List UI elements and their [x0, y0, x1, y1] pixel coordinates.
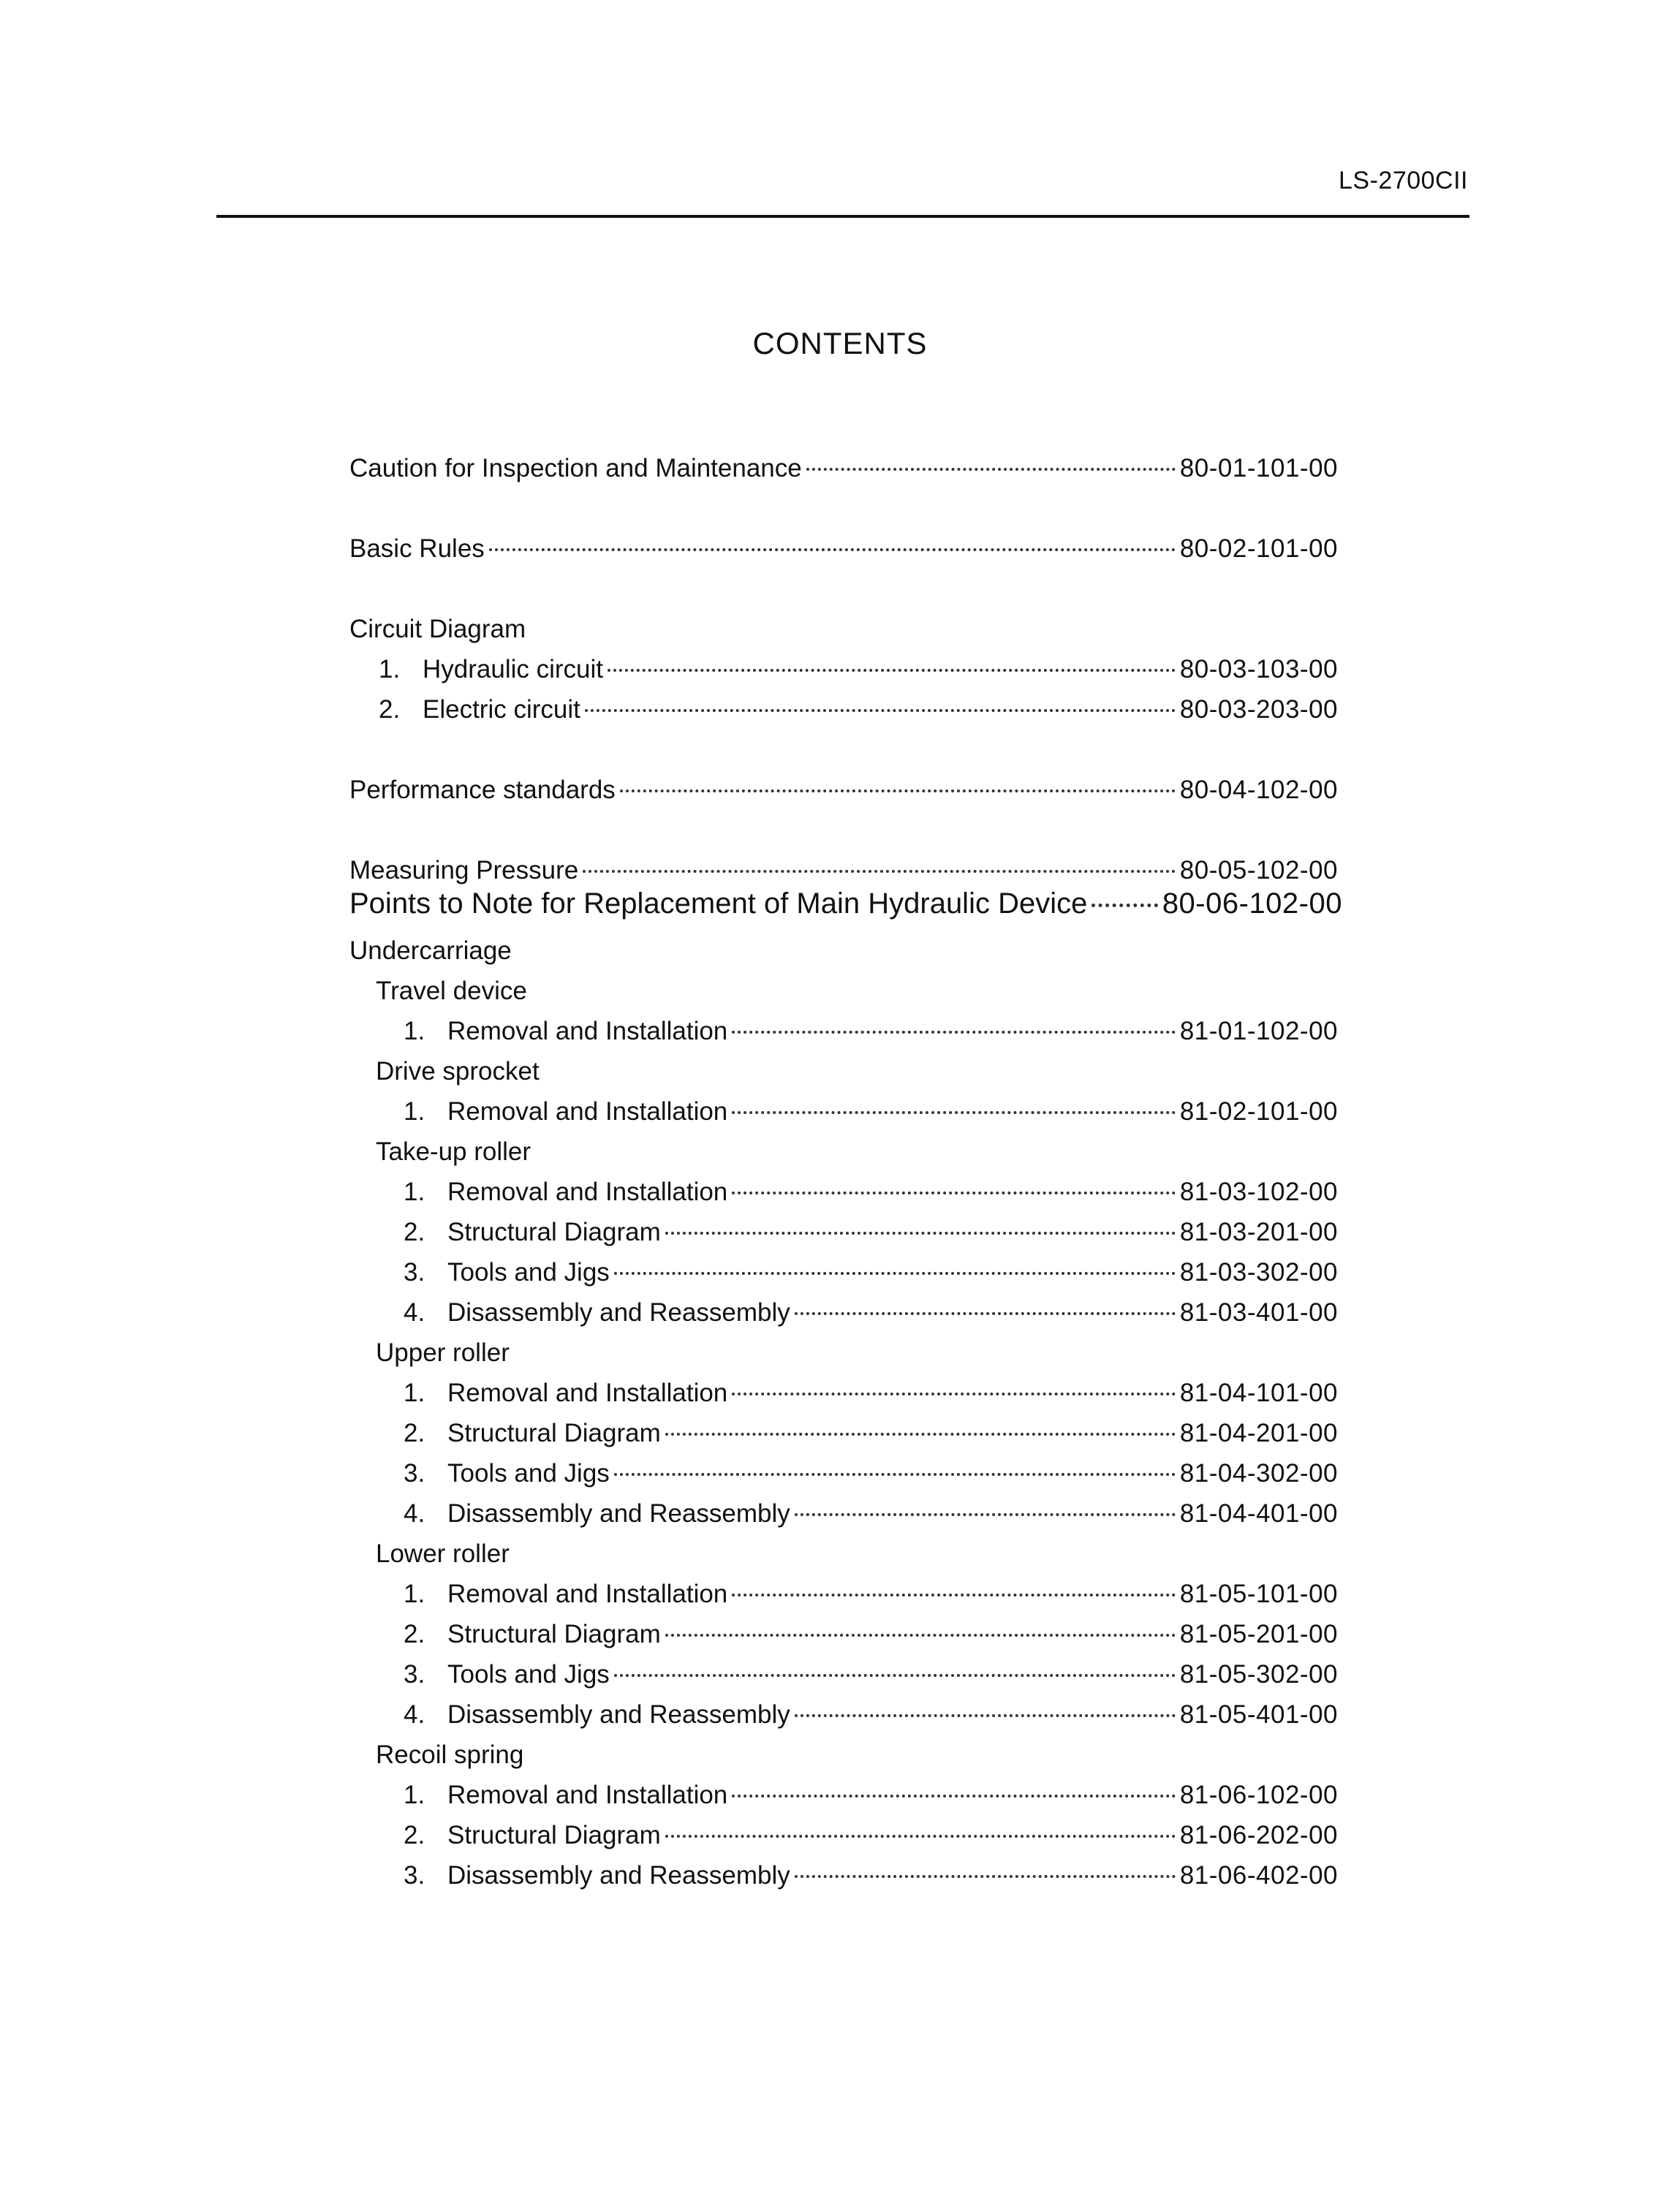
document-code: LS-2700CII — [1339, 167, 1468, 194]
toc-entry-page: 81-03-302-00 — [1179, 1258, 1338, 1287]
toc-entry-label: Disassembly and Reassembly — [447, 1298, 790, 1327]
toc-entry-label: Removal and Installation — [447, 1580, 728, 1608]
toc-entry-label: Structural Diagram — [447, 1620, 661, 1648]
toc-entry-number: 2. — [379, 695, 401, 724]
toc-entry-label: Structural Diagram — [447, 1218, 661, 1246]
toc-entry-number: 1. — [404, 1580, 425, 1608]
toc-entry-number: 2. — [404, 1821, 425, 1849]
toc-entry-label: Removal and Installation — [447, 1781, 728, 1809]
toc-entry-label: Removal and Installation — [447, 1017, 728, 1045]
toc-entry-number: 2. — [404, 1620, 425, 1648]
toc-entry[interactable] — [404, 1455, 1338, 1492]
dot-leader — [795, 1875, 1176, 1878]
toc-entry-label: Measuring Pressure — [349, 856, 579, 885]
dot-leader — [665, 1232, 1176, 1235]
toc-entry-number: 3. — [404, 1660, 425, 1689]
toc-subheading-travel-device: Travel device — [376, 977, 527, 1005]
toc-entry-label: Disassembly and Reassembly — [447, 1499, 790, 1528]
dot-leader — [585, 709, 1176, 712]
toc-entry[interactable] — [404, 1214, 1338, 1251]
toc-entry-number: 4. — [404, 1298, 425, 1327]
toc-entry-page: 80-03-103-00 — [1179, 655, 1338, 683]
dot-leader — [665, 1634, 1176, 1637]
toc-entry-number: 1. — [404, 1097, 425, 1126]
toc-heading-circuit-diagram: Circuit Diagram — [349, 615, 526, 643]
toc-entry-page: 81-02-101-00 — [1179, 1097, 1338, 1126]
dot-leader — [614, 1473, 1176, 1476]
toc-entry-page: 81-04-201-00 — [1179, 1419, 1338, 1447]
toc-entry[interactable] — [404, 1777, 1338, 1814]
toc-entry-page: 81-05-201-00 — [1179, 1620, 1338, 1648]
toc-entry-label: Structural Diagram — [447, 1821, 661, 1849]
toc-entry-number: 1. — [404, 1379, 425, 1407]
dot-leader — [732, 1393, 1176, 1395]
toc-entry-measuring-pressure[interactable] — [349, 852, 1338, 889]
dot-leader — [795, 1513, 1176, 1516]
toc-entry-page: 81-03-102-00 — [1179, 1178, 1338, 1206]
toc-entry-page: 81-06-402-00 — [1179, 1861, 1338, 1890]
toc-entry-page: 81-03-401-00 — [1179, 1298, 1338, 1327]
toc-entry-number: 2. — [404, 1419, 425, 1447]
toc-entry-page: 81-05-302-00 — [1179, 1660, 1338, 1689]
toc-entry-label: Removal and Installation — [447, 1097, 728, 1126]
dot-leader — [732, 1795, 1176, 1798]
toc-entry-label: Tools and Jigs — [447, 1459, 610, 1488]
page-title: CONTENTS — [752, 326, 928, 360]
toc-entry-label: Points to Note for Replacement of Main Hydraulic Device — [349, 887, 1088, 920]
toc-entry-number: 1. — [379, 655, 401, 683]
dot-leader — [583, 870, 1176, 873]
toc-entry-page: 81-06-102-00 — [1179, 1781, 1338, 1809]
toc-entry[interactable] — [404, 1375, 1338, 1412]
toc-entry-page: 81-05-101-00 — [1179, 1580, 1338, 1608]
toc-entry-number: 2. — [404, 1218, 425, 1246]
toc-entry-page: 80-01-101-00 — [1179, 454, 1338, 482]
toc-entry-number: 3. — [404, 1258, 425, 1287]
toc-entry[interactable] — [404, 1576, 1338, 1613]
dot-leader — [806, 468, 1176, 471]
toc-entry-label: Basic Rules — [349, 534, 485, 563]
toc-entry-number: 1. — [404, 1017, 425, 1045]
toc-entry-page: 81-04-101-00 — [1179, 1379, 1338, 1407]
toc-entry[interactable] — [404, 1013, 1338, 1050]
toc-entry-label: Electric circuit — [423, 695, 580, 724]
dot-leader — [795, 1714, 1176, 1717]
toc-entry[interactable] — [404, 1254, 1338, 1291]
toc-entry-label: Tools and Jigs — [447, 1258, 610, 1287]
toc-entry-label: Performance standards — [349, 776, 616, 804]
toc-entry[interactable] — [404, 1174, 1338, 1211]
toc-entry-number: 1. — [404, 1781, 425, 1809]
toc-entry[interactable] — [404, 1295, 1338, 1331]
dot-leader — [665, 1433, 1176, 1436]
toc-entry-label: Structural Diagram — [447, 1419, 661, 1447]
toc-entry-label: Tools and Jigs — [447, 1660, 610, 1689]
toc-entry-performance-standards[interactable] — [349, 772, 1338, 808]
toc-entry-page: 81-05-401-00 — [1179, 1700, 1338, 1729]
toc-entry[interactable] — [404, 1656, 1338, 1693]
toc-entry[interactable] — [404, 1616, 1338, 1653]
toc-entry-page: 81-04-401-00 — [1179, 1499, 1338, 1528]
toc-entry-label: Disassembly and Reassembly — [447, 1861, 790, 1890]
toc-entry-page: 81-04-302-00 — [1179, 1459, 1338, 1488]
toc-subheading-take-up-roller: Take-up roller — [376, 1137, 531, 1166]
dot-leader — [732, 1031, 1176, 1034]
toc-entry-number: 4. — [404, 1700, 425, 1729]
toc-subheading-recoil-spring: Recoil spring — [376, 1741, 524, 1769]
toc-entry-page: 80-04-102-00 — [1179, 776, 1338, 804]
toc-entry[interactable] — [404, 1697, 1338, 1733]
dot-leader — [608, 669, 1176, 672]
toc-subheading-drive-sprocket: Drive sprocket — [376, 1057, 540, 1086]
toc-entry-page: 80-05-102-00 — [1179, 856, 1338, 885]
toc-entry[interactable] — [404, 1415, 1338, 1452]
toc-subheading-upper-roller: Upper roller — [376, 1338, 510, 1367]
toc-entry-label: Removal and Installation — [447, 1178, 728, 1206]
dot-leader — [732, 1192, 1176, 1194]
toc-entry-number: 4. — [404, 1499, 425, 1528]
toc-entry-points-to-note[interactable] — [349, 885, 1342, 922]
toc-entry-caution[interactable] — [349, 450, 1338, 487]
toc-entry[interactable] — [404, 1857, 1338, 1894]
dot-leader — [1091, 904, 1157, 907]
toc-entry-number: 1. — [404, 1178, 425, 1206]
dot-leader — [795, 1312, 1176, 1315]
toc-entry-page: 80-02-101-00 — [1179, 534, 1338, 563]
toc-entry-page: 80-06-102-00 — [1162, 887, 1342, 920]
dot-leader — [614, 1272, 1176, 1275]
dot-leader — [732, 1111, 1176, 1114]
toc-entry-basic-rules[interactable] — [349, 531, 1338, 567]
toc-entry-hydraulic-circuit[interactable] — [379, 651, 1338, 688]
toc-entry-label: Disassembly and Reassembly — [447, 1700, 790, 1729]
toc-entry-number: 3. — [404, 1861, 425, 1890]
toc-entry-number: 3. — [404, 1459, 425, 1488]
toc-heading-undercarriage: Undercarriage — [349, 936, 512, 965]
toc-entry-page: 81-03-201-00 — [1179, 1218, 1338, 1246]
toc-entry[interactable] — [404, 1496, 1338, 1532]
dot-leader — [620, 789, 1176, 792]
toc-entry-label: Removal and Installation — [447, 1379, 728, 1407]
toc-entry[interactable] — [404, 1094, 1338, 1130]
toc-entry-page: 81-06-202-00 — [1179, 1821, 1338, 1849]
toc-entry-page: 81-01-102-00 — [1179, 1017, 1338, 1045]
toc-entry-page: 80-03-203-00 — [1179, 695, 1338, 724]
dot-leader — [732, 1594, 1176, 1597]
dot-leader — [614, 1674, 1176, 1677]
toc-subheading-lower-roller: Lower roller — [376, 1539, 510, 1568]
toc-entry-label: Caution for Inspection and Maintenance — [349, 454, 802, 482]
dot-leader — [665, 1835, 1176, 1838]
dot-leader — [489, 548, 1176, 551]
toc-entry-electric-circuit[interactable] — [379, 692, 1338, 728]
toc-entry[interactable] — [404, 1817, 1338, 1854]
toc-entry-label: Hydraulic circuit — [423, 655, 603, 683]
